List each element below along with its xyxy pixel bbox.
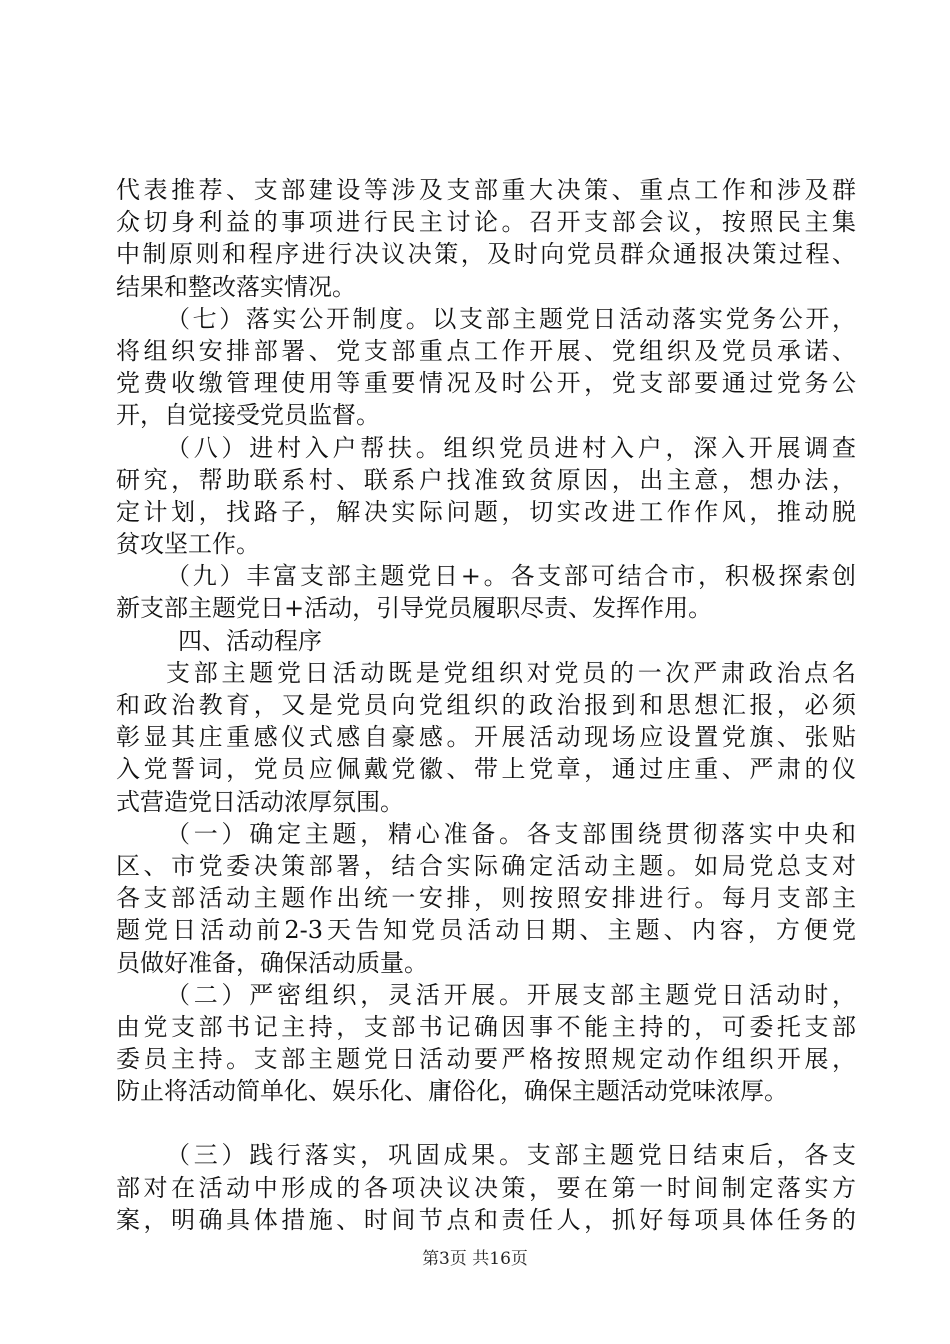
text-line: 中制原则和程序进行决议决策，及时向党员群众通报决策过程、 — [116, 240, 856, 269]
text-line: 委员主持。支部主题党日活动要严格按照规定动作组织开展， — [116, 1045, 856, 1074]
text-line: 定计划，找路子，解决实际问题，切实改进工作作风，推动脱 — [116, 497, 856, 526]
section-nine-heading-line: （九）丰富支部主题党日+。各支部可结合市，积极探索创 — [166, 562, 856, 591]
text-line: 开，自觉接受党员监督。 — [116, 401, 380, 430]
text-line: 贫攻坚工作。 — [116, 530, 260, 559]
section-eight-heading-line: （八）进村入户帮扶。组织党员进村入户，深入开展调查 — [166, 433, 856, 462]
text-line: 防止将活动简单化、娱乐化、庸俗化，确保主题活动党味浓厚。 — [116, 1077, 788, 1106]
text-line: 部对在活动中形成的各项决议决策，要在第一时间制定落实方 — [116, 1173, 856, 1202]
text-line: 由党支部书记主持，支部书记确因事不能主持的，可委托支部 — [116, 1012, 856, 1041]
text-line: 题党日活动前2-3天告知党员活动日期、主题、内容，方便党 — [116, 916, 856, 945]
text-line: 案，明确具体措施、时间节点和责任人，抓好每项具体任务的 — [116, 1205, 856, 1234]
section-seven-heading-line: （七）落实公开制度。以支部主题党日活动落实党务公开， — [166, 304, 856, 333]
page-number-footer: 第3页 共16页 — [422, 1249, 528, 1269]
text-line: 和政治教育，又是党员向党组织的政治报到和思想汇报，必须 — [116, 691, 856, 719]
text-line: 入党誓词，党员应佩戴党徽、带上党章，通过庄重、严肃的仪 — [116, 755, 856, 784]
text-line: 众切身利益的事项进行民主讨论。召开支部会议，按照民主集 — [116, 208, 856, 237]
text-line: 各支部活动主题作出统一安排，则按照安排进行。每月支部主 — [116, 884, 856, 913]
text-line: 式营造党日活动浓厚氛围。 — [116, 787, 404, 816]
step-one-heading-line: （一）确定主题，精心准备。各支部围绕贯彻落实中央和 — [166, 819, 856, 848]
paragraph-gap — [116, 1107, 856, 1139]
text-line: 彰显其庄重感仪式感自豪感。开展活动现场应设置党旗、张贴 — [116, 723, 856, 752]
step-two-heading-line: （二）严密组织，灵活开展。开展支部主题党日活动时， — [166, 980, 856, 1009]
text-line: 新支部主题党日+活动，引导党员履职尽责、发挥作用。 — [116, 594, 713, 623]
step-three-heading-line: （三）践行落实，巩固成果。支部主题党日结束后，各支 — [166, 1141, 856, 1170]
text-line: 代表推荐、支部建设等涉及支部重大决策、重点工作和涉及群 — [116, 176, 856, 204]
text-line: 员做好准备，确保活动质量。 — [116, 948, 428, 977]
text-line: 结果和整改落实情况。 — [116, 272, 356, 301]
text-line: 将组织安排部署、党支部重点工作开展、党组织及党员承诺、 — [116, 336, 856, 365]
document-body — [116, 174, 856, 1236]
text-line: 研究，帮助联系村、联系户找准致贫原因，出主意，想办法， — [116, 465, 856, 494]
text-line: 区、市党委决策部署，结合实际确定活动主题。如局党总支对 — [116, 851, 856, 880]
text-line: 党费收缴管理使用等重要情况及时公开，党支部要通过党务公 — [116, 369, 856, 398]
text-line: 支部主题党日活动既是党组织对党员的一次严肃政治点名 — [166, 658, 856, 687]
section-four-heading: 四、活动程序 — [178, 626, 322, 655]
